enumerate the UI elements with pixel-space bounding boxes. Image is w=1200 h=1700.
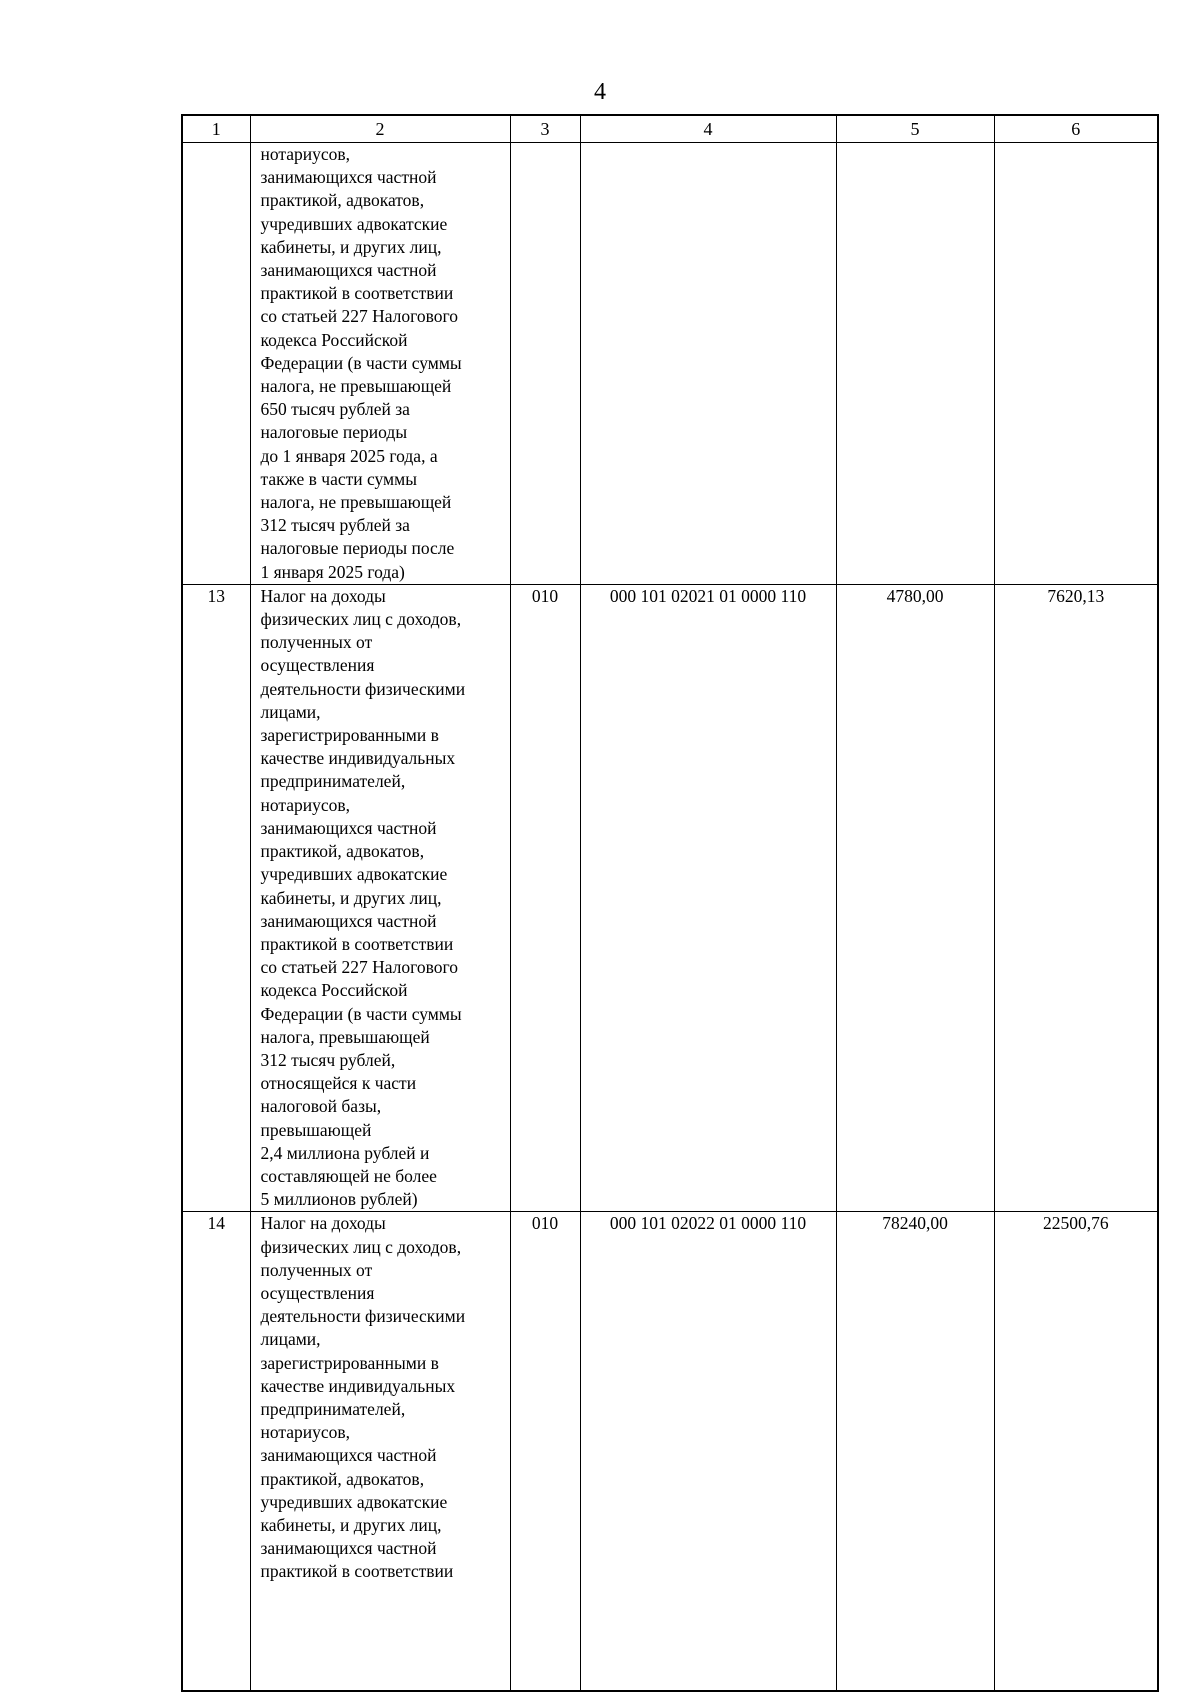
row-name-line: качестве индивидуальных [260, 1375, 456, 1396]
row-name-line: лицами, [260, 701, 321, 722]
row-name-line: осуществления [260, 1282, 375, 1303]
row-name-line: практикой, адвокатов, [260, 1468, 425, 1489]
row-value-5-cell [836, 143, 994, 585]
header-cell-2: 2 [250, 115, 510, 143]
row-name-line: со статьей 227 Налогового [260, 957, 459, 978]
row-name-line: нотариусов, [260, 144, 351, 164]
row-name-line: кодекса Российской [260, 329, 408, 350]
row-name-cell [250, 1212, 510, 1691]
row-name-line: практикой в соответствии [260, 933, 454, 954]
row-name-line: также в части суммы [260, 468, 417, 489]
header-cell-6: 6 [994, 115, 1158, 143]
row-name-line: налоговой базы, [260, 1096, 382, 1117]
page-number: 4 [594, 79, 606, 105]
row-name-line: деятельности физическими [260, 1306, 466, 1327]
row-name-cell [250, 143, 510, 585]
row-name-line: занимающихся частной [260, 167, 437, 188]
header-row [182, 115, 1158, 143]
row-admin-cell: 010 [510, 584, 580, 1211]
row-name-line: относящейся к части [260, 1073, 417, 1094]
row-name-line: полученных от [260, 1259, 373, 1280]
row-name-line: физических лиц с доходов, [260, 609, 462, 630]
row-name-line: полученных от [260, 632, 373, 653]
row-value-6-cell: 7620,13 [994, 584, 1158, 1211]
row-name-line: составляющей не более [260, 1165, 437, 1186]
row-name-line: Налог на доходы [260, 585, 386, 606]
row-code-cell [580, 143, 836, 585]
row-name-line: нотариусов, [260, 1422, 351, 1443]
row-name-line: Федерации (в части суммы [260, 352, 462, 373]
header-cell-4: 4 [580, 115, 836, 143]
row-name-line: Налог на доходы [260, 1213, 386, 1234]
row-value-5-cell: 4780,00 [836, 584, 994, 1211]
row-name-line: предпринимателей, [260, 771, 406, 792]
row-code-cell: 000 101 02022 01 0000 110 [580, 1212, 836, 1691]
row-name-line: практикой в соответствии [260, 283, 454, 304]
row-value-6-cell: 22500,76 [994, 1212, 1158, 1691]
row-name-line: превышающей [260, 1119, 372, 1140]
table-body [182, 115, 1158, 1691]
row-name-cell [250, 584, 510, 1211]
row-name-line: нотариусов, [260, 794, 351, 815]
row-name-line: кабинеты, и других лиц, [260, 236, 442, 257]
row-name-line: предпринимателей, [260, 1398, 406, 1419]
income-table [181, 114, 1159, 1692]
row-name-line: занимающихся частной [260, 260, 437, 281]
row-name-line: кабинеты, и других лиц, [260, 1514, 442, 1535]
row-name-line: практикой, адвокатов, [260, 841, 425, 862]
row-name-line: 2,4 миллиона рублей и [260, 1142, 430, 1163]
row-name-line: практикой, адвокатов, [260, 190, 425, 211]
header-cell-5: 5 [836, 115, 994, 143]
row-name-line: учредивших адвокатские [260, 1491, 448, 1512]
row-code-cell: 000 101 02021 01 0000 110 [580, 584, 836, 1211]
row-name-line: налога, не превышающей [260, 492, 452, 513]
row-admin-cell [510, 143, 580, 585]
row-number-cell [182, 143, 250, 585]
row-name-line: занимающихся частной [260, 1445, 437, 1466]
row-name-line: учредивших адвокатские [260, 864, 448, 885]
row-name-line: занимающихся частной [260, 910, 437, 931]
row-name-line: налога, не превышающей [260, 376, 452, 397]
header-cell-3: 3 [510, 115, 580, 143]
row-name-line: деятельности физическими [260, 678, 466, 699]
table-row [182, 584, 1158, 1211]
row-name-line: налога, превышающей [260, 1026, 430, 1047]
row-name-line: занимающихся частной [260, 1538, 437, 1559]
row-name-line: практикой в соответствии [260, 1561, 454, 1582]
row-admin-cell: 010 [510, 1212, 580, 1691]
row-number-cell: 13 [182, 584, 250, 1211]
table-row [182, 1212, 1158, 1691]
row-name-line: 5 миллионов рублей) [260, 1189, 418, 1210]
row-name-line: кабинеты, и других лиц, [260, 887, 442, 908]
row-name-line: Федерации (в части суммы [260, 1003, 462, 1024]
row-name-line: качестве индивидуальных [260, 748, 456, 769]
row-name-line: налоговые периоды [260, 422, 408, 443]
table-row [182, 143, 1158, 585]
row-name-line: лицами, [260, 1329, 321, 1350]
row-name-line: до 1 января 2025 года, а [260, 445, 438, 466]
row-name-line: 312 тысяч рублей, [260, 1049, 396, 1070]
header-cell-1: 1 [182, 115, 250, 143]
row-value-5-cell: 78240,00 [836, 1212, 994, 1691]
row-number-cell: 14 [182, 1212, 250, 1691]
row-name-line: осуществления [260, 655, 375, 676]
row-name-line: физических лиц с доходов, [260, 1236, 462, 1257]
row-name-line: налоговые периоды после [260, 538, 455, 559]
row-name-line: со статьей 227 Налогового [260, 306, 459, 327]
row-name-line: 1 января 2025 года) [260, 561, 405, 582]
row-name-line: зарегистрированными в [260, 725, 439, 746]
row-name-line: занимающихся частной [260, 817, 437, 838]
row-name-line: 650 тысяч рублей за [260, 399, 410, 420]
row-value-6-cell [994, 143, 1158, 585]
row-name-line: зарегистрированными в [260, 1352, 439, 1373]
row-name-line: учредивших адвокатские [260, 213, 448, 234]
row-name-line: кодекса Российской [260, 980, 408, 1001]
row-name-line: 312 тысяч рублей за [260, 515, 410, 536]
